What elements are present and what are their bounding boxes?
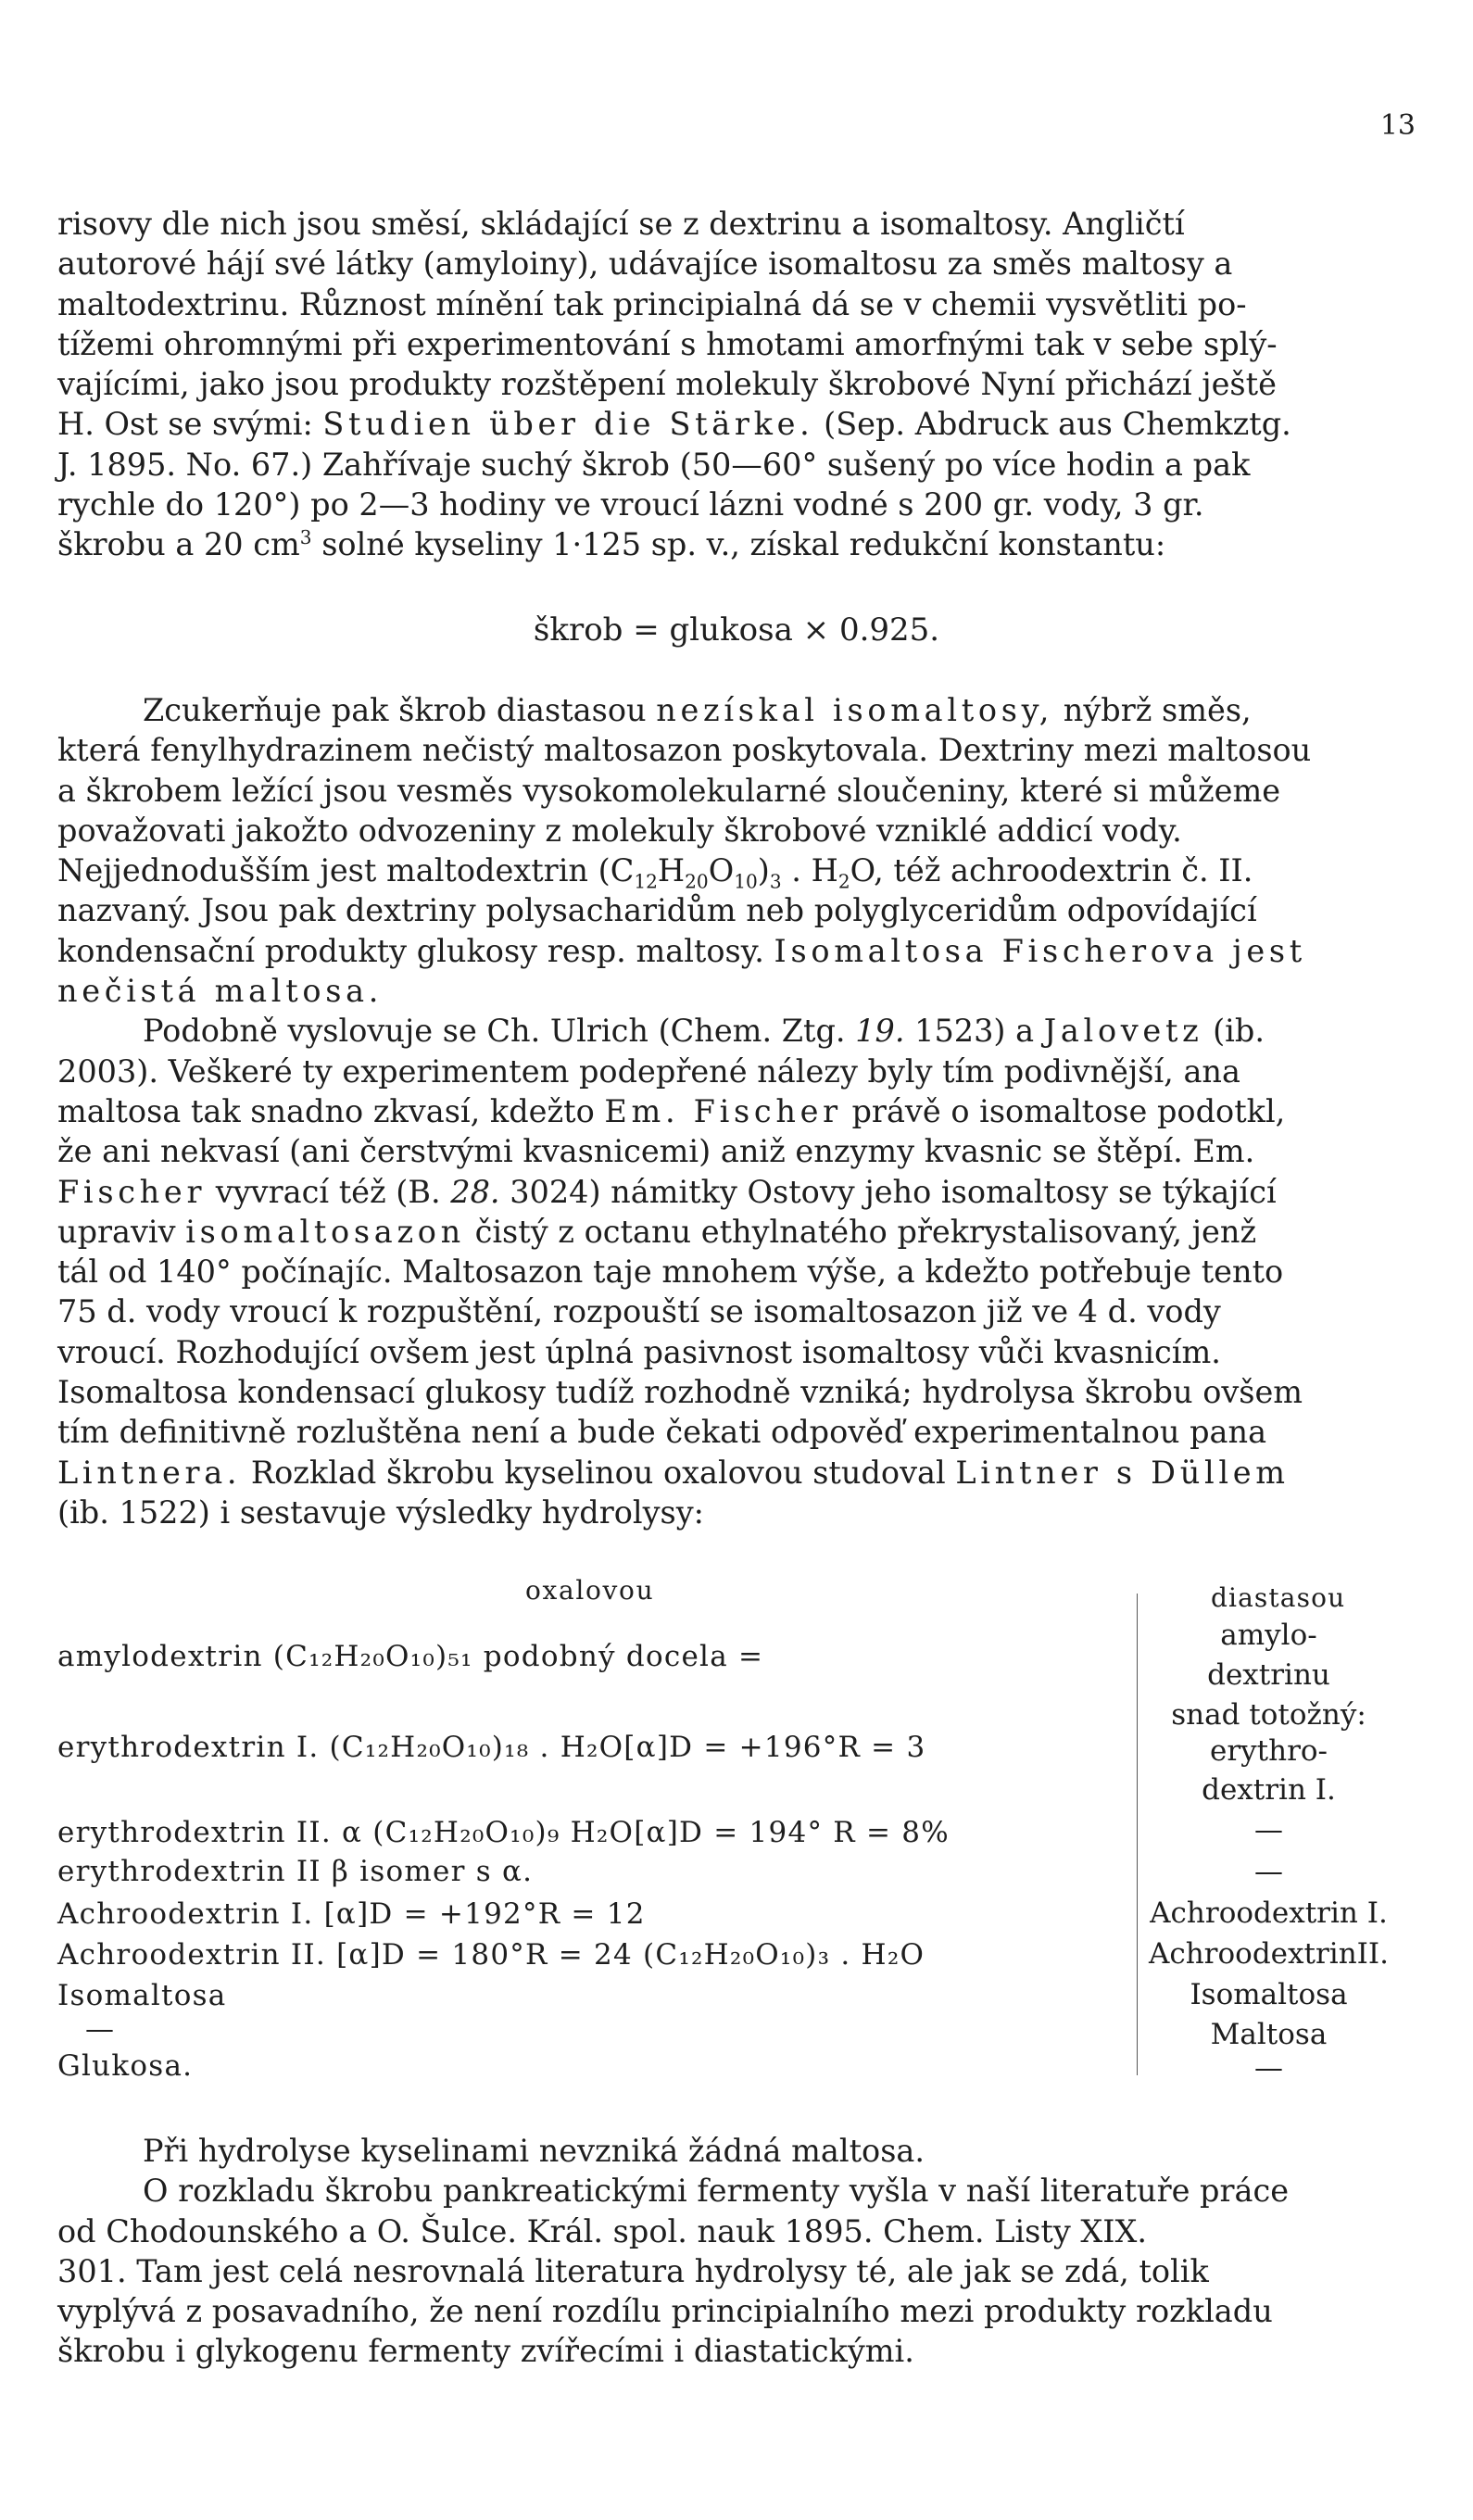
text-line	[57, 850, 1399, 893]
table-row-right: —	[1254, 1855, 1283, 1888]
text-line	[57, 1091, 1399, 1131]
text-span: Nejjednodušším jest maltodextrin (C	[57, 852, 635, 889]
text-line: že ani nekvasí (ani čerstvými kvasnicemi) aniž enzymy kvasnic se štěpí. Em.	[57, 1133, 1255, 1170]
text-line: tížemi ohromnými při experimentování s hmotami amorfnými tak v sebe splý-	[57, 325, 1278, 362]
subscript: 20	[685, 870, 709, 893]
author-name: Fischer	[57, 1173, 207, 1210]
text-line: vroucí. Rozhodující ovšem jest úplná pasivnost isomaltosy vůči kvasnicím.	[57, 1333, 1221, 1370]
text-line	[57, 524, 1399, 564]
author-name: Lintner s Düllem	[955, 1454, 1290, 1491]
table-row-right: Isomaltosa	[1190, 1978, 1348, 2011]
text-line: nazvaný. Jsou pak dextriny polysacharidům neb polyglyceridům odpovídající	[57, 892, 1257, 929]
text-line: 75 d. vody vroucí k rozpuštění, rozpouští se isomaltosazon již ve 4 d. vody	[57, 1293, 1221, 1330]
text-line	[57, 404, 1399, 444]
text-line: maltodextrinu. Různost mínění tak principialná dá se v chemii vysvětliti po-	[57, 285, 1247, 322]
table-row-left: erythrodextrin I. (C₁₂H₂₀O₁₀)₁₈ . H₂O[α]D = +196°R = 3	[57, 1731, 926, 1764]
table-row-right: Maltosa	[1210, 2018, 1328, 2051]
text-line: rychle do 120°) po 2—3 hodiny ve vroucí lázni vodné s 200 gr. vody, 3 gr.	[57, 486, 1204, 523]
hydrolysis-table	[57, 1575, 1401, 2085]
text-line	[57, 690, 1399, 730]
text-line: 301. Tam jest celá nesrovnalá literatura hydrolysy té, ale jak se zdá, tolik	[57, 2252, 1209, 2289]
book-title: Studien über die Stärke.	[322, 406, 814, 443]
table-row-left: erythrodextrin II. α (C₁₂H₂₀O₁₀)₉ H₂O[α]D = 194° R = 8%	[57, 1816, 950, 1849]
table-header-right: diastasou	[1211, 1582, 1346, 1613]
text-line: považovati jakožto odvozeniny z molekuly škrobové vzniklé addicí vody.	[57, 812, 1182, 849]
table-row-right: Achroodextrin I.	[1150, 1896, 1388, 1930]
table-row-left: Achroodextrin II. [α]D = 180°R = 24 (C₁₂H₂₀O₁₀)₃ . H₂O	[57, 1938, 925, 1972]
table-row-right: snad totožný:	[1171, 1698, 1366, 1732]
text-span: nýbrž směs,	[1053, 692, 1252, 728]
paragraph-1	[57, 204, 1399, 565]
text-span: O, též achroodextrin č. II.	[850, 852, 1253, 889]
subscript: 10	[734, 870, 758, 893]
table-row-right: AchroodextrinII.	[1148, 1937, 1390, 1971]
volume-number: 19.	[855, 1013, 905, 1050]
text-line: vyplývá z posavadního, že není rozdílu principialního mezi produkty rozkladu	[57, 2293, 1273, 2330]
table-row-left: erythrodextrin II β isomer s α.	[57, 1855, 534, 1888]
text-line: 2003). Veškeré ty experimentem podepřené nálezy byly tím podivnější, ana	[57, 1052, 1240, 1090]
text-line: J. 1895. No. 67.) Zahřívaje suchý škrob (50—60° sušený po více hodin a pak	[57, 446, 1251, 483]
emphasis: Isomaltosa Fischerova jest	[774, 932, 1306, 969]
subscript: 2	[837, 870, 850, 893]
emphasis: nezískal isomaltosy,	[656, 692, 1054, 728]
text-line	[57, 1172, 1399, 1212]
text-span: )	[757, 852, 770, 889]
table-header-left: oxalovou	[525, 1575, 655, 1606]
text-line	[57, 1453, 1399, 1493]
text-line: (ib. 1522) i sestavuje výsledky hydrolysy:	[57, 1493, 704, 1531]
superscript: 3	[299, 526, 312, 549]
text-span: . H	[781, 852, 838, 889]
text-line: risovy dle nich jsou směsí, skládající se z dextrinu a isomaltosy. Angličtí	[57, 206, 1185, 242]
text-span: (Sep. Abdruck aus Chemkztg.	[813, 406, 1291, 443]
text-span: H	[657, 852, 686, 889]
text-line	[57, 1212, 1399, 1252]
text-span: Podobně vyslovuje se Ch. Ulrich (Chem. Ztg.	[143, 1013, 856, 1050]
table-row-left: Isomaltosa	[57, 1979, 227, 2012]
text-line: nečistá maltosa.	[57, 973, 384, 1010]
table-row-right: dextrinu	[1207, 1658, 1330, 1692]
author-name: Lintnera.	[57, 1454, 242, 1491]
text-span: (ib.	[1202, 1013, 1265, 1050]
text-line: O rozkladu škrobu pankreatickými fermenty vyšla v naší literatuře práce	[143, 2173, 1290, 2210]
text-line: od Chodounského a O. Šulce. Král. spol. nauk 1895. Chem. Listy XIX.	[57, 2212, 1147, 2249]
text-span: maltosa tak snadno zkvasí, kdežto	[57, 1092, 605, 1129]
text-span: H. Ost se svými:	[57, 406, 323, 443]
text-line: škrobu i glykogenu fermenty zvířecími i diastatickými.	[57, 2333, 914, 2370]
text-line	[57, 1011, 1399, 1051]
text-line: Isomaltosa kondensací glukosy tudíž rozhodně vzniká; hydrolysa škrobu ovšem	[57, 1374, 1303, 1411]
text-span: Rozklad škrobu kyselinou oxalovou studoval	[241, 1454, 956, 1491]
table-row-right: dextrin I.	[1202, 1773, 1336, 1807]
subscript: 3	[769, 870, 782, 893]
text-line: tál od 140° počínajíc. Maltosazon taje mnohem výše, a kdežto potřebuje tento	[57, 1254, 1284, 1291]
text-span: škrobu a 20 cm	[57, 526, 300, 563]
table-row-left: Glukosa.	[57, 2049, 194, 2083]
text-span: O	[708, 852, 735, 889]
text-line	[57, 931, 1399, 971]
text-line: vajícími, jako jsou produkty rozštěpení molekuly škrobové Nyní přichází ještě	[57, 366, 1277, 403]
text-span: právě o isomaltose podotkl,	[841, 1092, 1286, 1129]
table-row-left: Achroodextrin I. [α]D = +192°R = 12	[57, 1897, 646, 1931]
table-row-left: —	[85, 2012, 116, 2046]
text-span: 1523) a	[904, 1013, 1044, 1050]
text-span: 3024) námitky Ostovy jeho isomaltosy se týkající	[499, 1173, 1277, 1210]
text-line: tím definitivně rozluštěna není a bude čekati odpověď experimentalnou pana	[57, 1414, 1267, 1451]
subscript: 12	[634, 870, 658, 893]
text-span: kondensační produkty glukosy resp. maltosy.	[57, 932, 774, 969]
table-row-right: amylo-	[1220, 1619, 1317, 1652]
paragraph-3	[57, 2131, 1399, 2372]
table-row-right: —	[1254, 2051, 1283, 2085]
text-line: a škrobem ležící jsou vesměs vysokomolekularné sloučeniny, které si můžeme	[57, 772, 1281, 809]
table-row-right: —	[1254, 1813, 1283, 1846]
author-name: Em. Fischer	[604, 1092, 842, 1129]
text-line: která fenylhydrazinem nečistý maltosazon poskytovala. Dextriny mezi maltosou	[57, 732, 1312, 769]
text-span: upraviv	[57, 1213, 186, 1250]
table-row-left: amylodextrin (C₁₂H₂₀O₁₀)₅₁ podobný docela =	[57, 1640, 764, 1673]
text-span: solné kyseliny 1·125 sp. v., získal redukční konstantu:	[311, 526, 1166, 563]
text-line: autorové hájí své látky (amyloiny), udávajíce isomaltosu za směs maltosy a	[57, 246, 1233, 283]
text-span: vyvrací též (B.	[206, 1173, 451, 1210]
table-row-right: erythro-	[1209, 1734, 1328, 1768]
page-number: 13	[1379, 109, 1416, 142]
formula: škrob = glukosa × 0.925.	[533, 611, 940, 649]
volume-number: 28.	[450, 1173, 500, 1210]
text-span: Zcukerňuje pak škrob diastasou	[143, 692, 657, 728]
text-span: čistý z octanu ethylnatého překrystalisovaný, jenž	[464, 1213, 1257, 1250]
author-name: Jalovetz	[1043, 1013, 1203, 1050]
paragraph-2	[57, 690, 1399, 1532]
text-line: Při hydrolyse kyselinami nevzniká žádná maltosa.	[143, 2133, 925, 2169]
emphasis: isomaltosazon	[185, 1213, 465, 1250]
